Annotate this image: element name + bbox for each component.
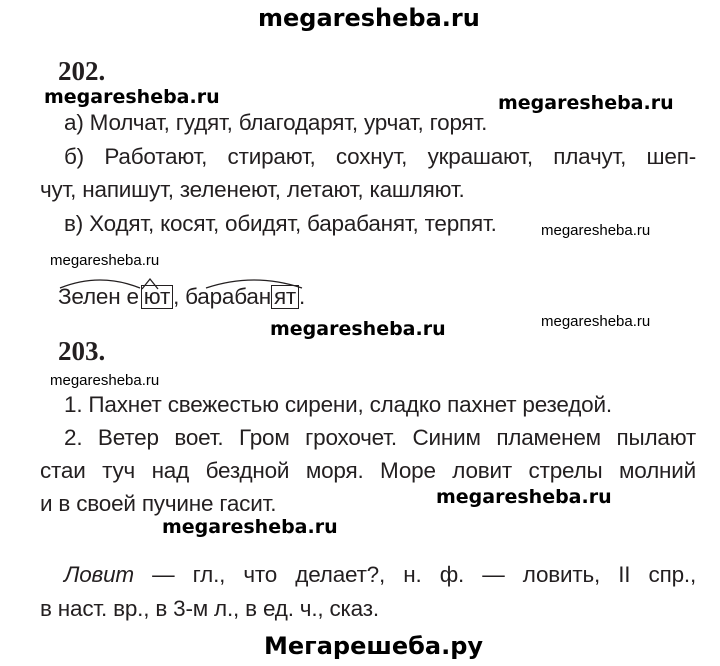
watermark: megaresheba.ru: [162, 516, 338, 538]
exercise-203-line-1: 1. Пахнет свежестью сирени, сладко пахнет резедой.: [64, 392, 612, 417]
watermark: megaresheba.ru: [541, 222, 651, 239]
watermark: megaresheba.ru: [50, 252, 160, 269]
watermark: megaresheba.ru: [270, 318, 446, 340]
exercise-203-line-4: и в своей пучине гасит.: [40, 491, 277, 516]
exercise-203-line-3: стаи туч над бездной моря. Море ловит стрелы молний: [40, 458, 696, 483]
word1-ending: ют: [141, 285, 173, 309]
word1-suffix: е: [126, 284, 139, 309]
analysis-word: Ловит: [64, 562, 134, 587]
analysis-line-2: в наст. вр., в 3-м л., в ед. ч., сказ.: [40, 596, 379, 621]
word1-root: Зелен: [58, 284, 121, 309]
word2-ending: ят: [271, 285, 299, 309]
analysis-line-1: [64, 562, 696, 588]
exercise-202-line-b2: чут, напишут, зеленеют, летают, кашляют.: [40, 177, 465, 202]
watermark-top: megaresheba.ru: [258, 4, 480, 32]
exercise-202-line-v: в) Ходят, косят, обидят, барабанят, терпят.: [64, 211, 497, 236]
watermark: megaresheba.ru: [50, 372, 160, 389]
exercise-202-line-a: а) Молчат, гудят, благодарят, урчат, горят.: [64, 110, 488, 135]
watermark: megaresheba.ru: [541, 313, 651, 330]
watermark: megaresheba.ru: [44, 86, 220, 108]
watermark: megaresheba.ru: [498, 92, 674, 114]
period: .: [299, 284, 306, 309]
exercise-203-line-2: 2. Ветер воет. Гром грохочет. Синим пламенем пылают: [64, 425, 696, 450]
footer-watermark: Мегарешеба.ру: [264, 632, 484, 660]
word2-root: барабан: [185, 284, 271, 309]
exercise-202-number: 202.: [58, 56, 106, 86]
exercise-202-line-b1: б) Работают, стирают, сохнут, украшают, плачут, шеп-: [64, 144, 696, 169]
analysis-description: — гл., что делает?, н. ф. — ловить, II спр.,: [133, 562, 696, 587]
exercise-203-number: 203.: [58, 336, 106, 366]
watermark: megaresheba.ru: [436, 486, 612, 508]
comma: ,: [173, 284, 180, 309]
morpheme-line: [58, 284, 305, 310]
